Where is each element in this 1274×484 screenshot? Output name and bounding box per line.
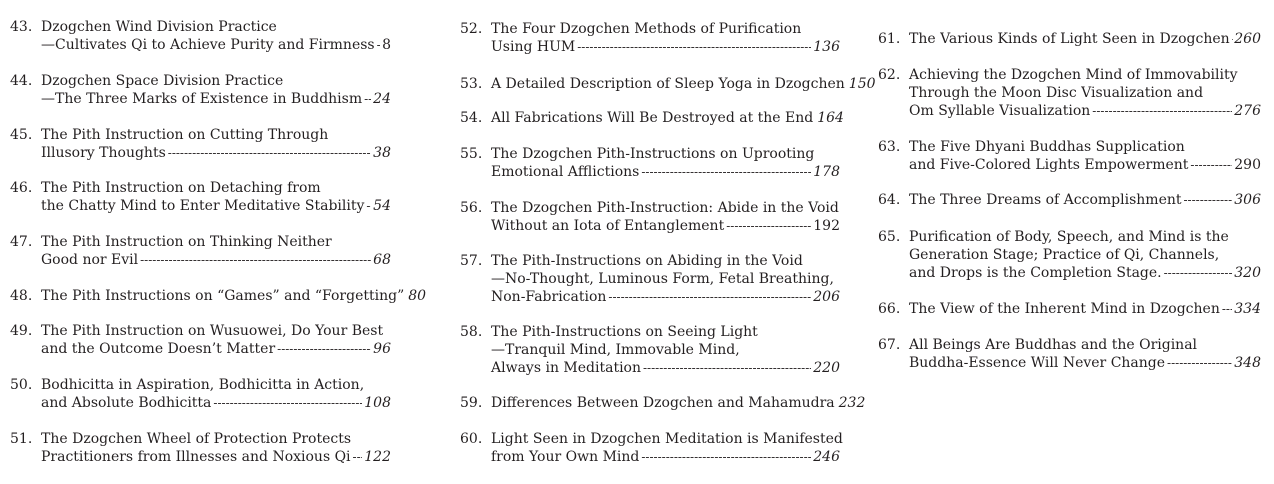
entry-title-line: The Pith Instruction on Wusuowei, Do Your Best — [41, 323, 384, 339]
entry-last-line — [909, 191, 1261, 209]
entry-last-line — [909, 156, 1261, 174]
dot-leader — [1222, 300, 1232, 318]
entry-title-block — [41, 179, 391, 215]
entry-last-line — [41, 197, 391, 215]
entry-number: 52. — [460, 21, 483, 37]
entry-title-line: The Pith Instruction on Thinking Neither — [41, 234, 332, 250]
entry-title-line: from Your Own Mind — [491, 449, 640, 465]
entry-title-block — [909, 66, 1261, 120]
toc-entry[interactable] — [460, 75, 876, 93]
toc-entry[interactable] — [878, 138, 1261, 174]
dot-leader — [641, 163, 811, 181]
entry-title-line: Without an Iota of Entanglement — [491, 218, 725, 234]
entry-title-line: and Absolute Bodhicitta — [41, 395, 212, 411]
entry-last-line — [41, 251, 391, 269]
entry-title-line: and Drops is the Completion Stage. — [909, 265, 1162, 281]
page-number: 220 — [813, 360, 840, 376]
page-number: 80 — [408, 288, 427, 304]
entry-last-line — [491, 288, 840, 306]
entry-title-line: The Dzogchen Pith-Instruction: Abide in the Void — [491, 200, 839, 216]
entry-number: 46. — [10, 180, 33, 196]
entry-title-line: Buddha-Essence Will Never Change — [909, 355, 1166, 371]
entry-title-line: The View of the Inherent Mind in Dzogchen — [909, 301, 1220, 317]
dot-leader — [140, 251, 371, 269]
toc-entry[interactable] — [878, 228, 1261, 282]
page-number: 260 — [1234, 31, 1261, 47]
dot-leader — [168, 144, 371, 162]
entry-last-line — [41, 90, 391, 108]
entry-title-block — [491, 430, 843, 466]
entry-last-line — [909, 300, 1261, 318]
entry-title-block — [909, 138, 1261, 174]
page-number: 68 — [373, 252, 391, 268]
entry-title-block — [491, 394, 866, 412]
entry-title-block — [41, 233, 391, 269]
dot-leader — [1190, 156, 1232, 174]
entry-title-line: The Pith-Instructions on Abiding in the Void — [491, 253, 803, 269]
entry-number: 44. — [10, 73, 33, 89]
entry-last-line — [491, 448, 840, 466]
toc-entry[interactable] — [460, 109, 844, 127]
entry-last-line — [491, 38, 840, 56]
entry-last-line — [909, 354, 1261, 372]
entry-title-block — [491, 109, 844, 127]
entry-title-line: the Chatty Mind to Enter Meditative Stability — [41, 198, 365, 214]
entry-number: 63. — [878, 139, 901, 155]
entry-title-line: Purification of Body, Speech, and Mind is the — [909, 229, 1229, 245]
page-number: 8 — [382, 37, 391, 53]
entry-number: 57. — [460, 253, 483, 269]
page-number: 54 — [373, 198, 391, 214]
dot-leader — [213, 394, 362, 412]
entry-title-line: The Dzogchen Wheel of Protection Protects — [41, 431, 352, 447]
entry-last-line — [41, 448, 391, 466]
entry-last-line — [491, 217, 840, 235]
toc-entry[interactable] — [460, 199, 840, 235]
toc-entry[interactable] — [878, 300, 1261, 318]
entry-title-line: Dzogchen Space Division Practice — [41, 73, 284, 89]
entry-last-line — [491, 75, 876, 93]
entry-number: 53. — [460, 76, 483, 92]
entry-title-block — [41, 126, 391, 162]
toc-entry[interactable] — [460, 430, 843, 466]
page-number: 246 — [813, 449, 840, 465]
entry-title-line: and Five-Colored Lights Empowerment — [909, 157, 1189, 173]
entry-title-line: —Tranquil Mind, Immovable Mind, — [491, 342, 740, 358]
toc-entry[interactable] — [10, 72, 391, 108]
entry-number: 62. — [878, 67, 901, 83]
entry-title-line: All Beings Are Buddhas and the Original — [909, 337, 1198, 353]
entry-title-line: All Fabrications Will Be Destroyed at the End — [491, 110, 814, 126]
entry-last-line — [491, 109, 844, 127]
page-number: 192 — [813, 218, 840, 234]
entry-title-block — [41, 287, 427, 305]
entry-title-line: Good nor Evil — [41, 252, 139, 268]
entry-number: 47. — [10, 234, 33, 250]
page-number: 164 — [817, 110, 844, 126]
toc-entry[interactable] — [878, 66, 1261, 120]
entry-number: 45. — [10, 127, 33, 143]
entry-title-line: The Four Dzogchen Methods of Purification — [491, 21, 802, 37]
entry-number: 58. — [460, 324, 483, 340]
entry-title-line: Dzogchen Wind Division Practice — [41, 19, 277, 35]
entry-title-line: Emotional Afflictions — [491, 164, 640, 180]
dot-leader — [1164, 264, 1233, 282]
toc-entry[interactable] — [10, 233, 391, 269]
entry-last-line — [41, 36, 391, 54]
page-number: 96 — [373, 341, 391, 357]
entry-title-line: —No-Thought, Luminous Form, Fetal Breathing, — [491, 271, 834, 287]
entry-last-line — [909, 102, 1261, 120]
toc-entry[interactable] — [878, 30, 1261, 48]
dot-leader — [277, 340, 371, 358]
entry-last-line — [909, 30, 1261, 48]
toc-entry[interactable] — [10, 376, 391, 412]
entry-last-line — [491, 394, 866, 412]
dot-leader — [1232, 30, 1233, 48]
page-number: 276 — [1234, 103, 1261, 119]
entry-title-line: Always in Meditation — [491, 360, 641, 376]
entry-number: 49. — [10, 323, 33, 339]
entry-title-line: Non-Fabrication — [491, 289, 607, 305]
entry-title-block — [41, 430, 391, 466]
entry-number: 59. — [460, 395, 483, 411]
entry-title-block — [909, 191, 1261, 209]
entry-number: 61. — [878, 31, 901, 47]
entry-title-line: Om Syllable Visualization — [909, 103, 1091, 119]
entry-last-line — [41, 394, 391, 412]
toc-entry[interactable] — [460, 394, 866, 412]
entry-title-line: Using HUM — [491, 39, 576, 55]
entry-title-block — [41, 322, 391, 358]
entry-title-line: Practitioners from Illnesses and Noxious Qi — [41, 449, 351, 465]
entry-number: 67. — [878, 337, 901, 353]
entry-number: 43. — [10, 19, 33, 35]
page-number: 306 — [1234, 192, 1261, 208]
entry-title-line: The Pith Instruction on Detaching from — [41, 180, 321, 196]
entry-title-line: The Five Dhyani Buddhas Supplication — [909, 139, 1185, 155]
entry-title-block — [909, 336, 1261, 372]
toc-entry[interactable] — [10, 126, 391, 162]
entry-title-block — [909, 228, 1261, 282]
dot-leader — [364, 90, 371, 108]
page-number: 150 — [848, 76, 876, 92]
entry-title-line: Differences Between Dzogchen and Mahamudra — [491, 395, 835, 411]
entry-number: 55. — [460, 146, 483, 162]
page-number: 334 — [1234, 301, 1261, 317]
page-number: 24 — [373, 91, 391, 107]
dot-leader — [643, 359, 811, 377]
entry-title-block — [909, 30, 1261, 48]
entry-title-block — [41, 72, 391, 108]
entry-last-line — [909, 264, 1261, 282]
dot-leader — [1092, 102, 1232, 120]
entry-title-line: The Pith-Instructions on Seeing Light — [491, 324, 758, 340]
entry-title-block — [491, 20, 840, 56]
toc-entry[interactable] — [878, 191, 1261, 209]
entry-title-line: The Various Kinds of Light Seen in Dzogchen — [909, 31, 1230, 47]
dot-leader — [726, 217, 811, 235]
page-number: 290 — [1234, 157, 1261, 173]
entry-title-line: The Dzogchen Pith-Instructions on Uprooting — [491, 146, 815, 162]
entry-number: 54. — [460, 110, 483, 126]
entry-title-line: Achieving the Dzogchen Mind of Immovability — [909, 67, 1238, 83]
page-number: 108 — [364, 395, 391, 411]
entry-number: 48. — [10, 288, 33, 304]
entry-title-line: The Three Dreams of Accomplishment — [909, 192, 1182, 208]
entry-title-line: Bodhicitta in Aspiration, Bodhicitta in Action, — [41, 377, 365, 393]
entry-last-line — [41, 340, 391, 358]
page-number: 320 — [1234, 265, 1261, 281]
dot-leader — [377, 36, 380, 54]
dot-leader — [1184, 191, 1233, 209]
entry-number: 56. — [460, 200, 483, 216]
toc-entry[interactable] — [460, 145, 840, 181]
entry-title-block — [491, 145, 840, 181]
toc-entry[interactable] — [460, 252, 840, 306]
entry-number: 65. — [878, 229, 901, 245]
dot-leader — [641, 448, 811, 466]
entry-last-line — [41, 144, 391, 162]
dot-leader — [353, 448, 363, 466]
entry-title-line: Through the Moon Disc Visualization and — [909, 85, 1204, 101]
toc-entry[interactable] — [10, 179, 391, 215]
entry-title-block — [909, 300, 1261, 318]
dot-leader — [1167, 354, 1232, 372]
entry-number: 50. — [10, 377, 33, 393]
toc-entry[interactable] — [10, 287, 427, 305]
toc-entry[interactable] — [460, 20, 840, 56]
entry-title-block — [491, 323, 840, 377]
page-number: 122 — [364, 449, 391, 465]
toc-entry[interactable] — [10, 430, 391, 466]
entry-title-line: and the Outcome Doesn’t Matter — [41, 341, 276, 357]
entry-number: 66. — [878, 301, 901, 317]
toc-entry[interactable] — [878, 336, 1261, 372]
entry-title-block — [491, 199, 840, 235]
entry-number: 60. — [460, 431, 483, 447]
entry-title-block — [41, 376, 391, 412]
entry-title-line: Illusory Thoughts — [41, 145, 166, 161]
entry-title-line: A Detailed Description of Sleep Yoga in Dzogchen — [491, 76, 845, 92]
dot-leader — [577, 38, 811, 56]
page-number: 348 — [1234, 355, 1261, 371]
toc-entry[interactable] — [10, 322, 391, 358]
entry-title-line: The Pith Instructions on “Games” and “Forgetting” — [41, 288, 405, 304]
page-number: 206 — [813, 289, 840, 305]
toc-entry[interactable] — [460, 323, 840, 377]
entry-title-line: Light Seen in Dzogchen Meditation is Manifested — [491, 431, 843, 447]
page-number: 232 — [838, 395, 866, 411]
entry-title-block — [41, 18, 391, 54]
entry-title-block — [491, 252, 840, 306]
entry-title-block — [491, 75, 876, 93]
page-number: 136 — [813, 39, 840, 55]
entry-title-line: Generation Stage; Practice of Qi, Channels, — [909, 247, 1220, 263]
entry-last-line — [491, 163, 840, 181]
dot-leader — [608, 288, 811, 306]
entry-title-line: —Cultivates Qi to Achieve Purity and Firmness — [41, 37, 375, 53]
page-number: 38 — [373, 145, 391, 161]
entry-number: 64. — [878, 192, 901, 208]
entry-title-line: —The Three Marks of Existence in Buddhism — [41, 91, 363, 107]
entry-last-line — [41, 287, 427, 305]
entry-title-line: The Pith Instruction on Cutting Through — [41, 127, 329, 143]
entry-last-line — [491, 359, 840, 377]
page-number: 178 — [813, 164, 840, 180]
entry-number: 51. — [10, 431, 33, 447]
toc-entry[interactable] — [10, 18, 391, 54]
dot-leader — [366, 197, 371, 215]
